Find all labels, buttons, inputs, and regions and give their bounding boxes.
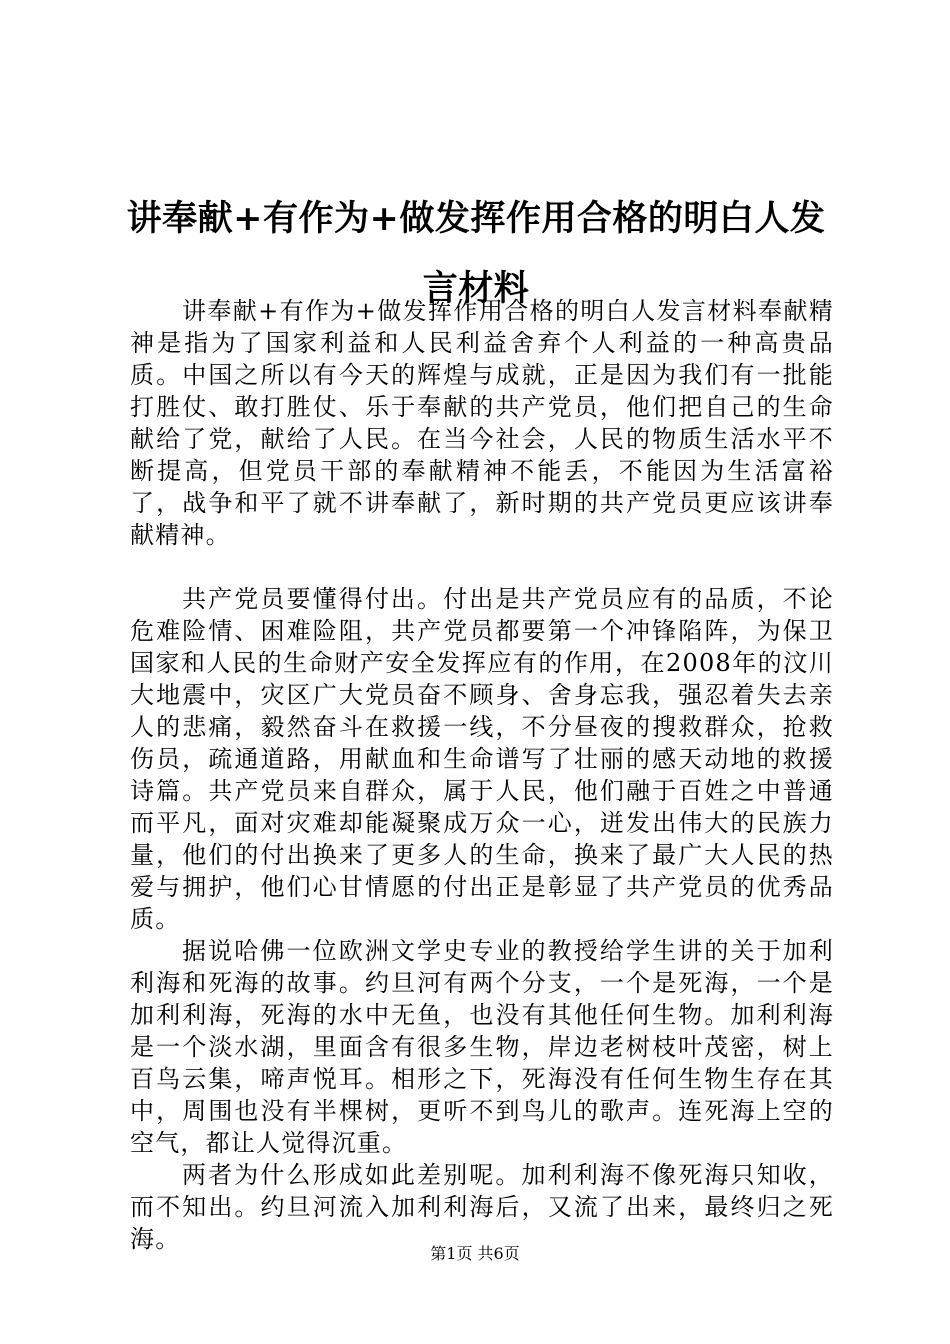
paragraph-conclusion: 两者为什么形成如此差别呢。加利利海不像死海只知收，而不知出。约旦河流入加利利海后，又流了出来，最终归之死海。 — [130, 1161, 834, 1253]
paragraph-spacer — [130, 551, 834, 583]
document-title: 讲奉献+有作为+做发挥作用合格的明白人发言材料 — [126, 198, 826, 309]
paragraph-sacrifice: 共产党员要懂得付出。付出是共产党员应有的品质，不论危难险情、困难险阻，共产党员都要第一个冲锋陷阵，为保卫国家和人民的生命财产安全发挥应有的作用，在2008年的汶川大地震中，灾区广大党员奋不顾身、舍身忘我，强忍着失去亲人的悲痛，毅然奋斗在救援一线，不分昼夜的搜救群众，抢救伤员，疏通道路，用献血和生命谱写了壮丽的感天动地的救援诗篇。共产党员来自群众，属于人民，他们融于百姓之中普通而平凡，面对灾难却能凝聚成万众一心，迸发出伟大的民族力量，他们的付出换来了更多人的生命，换来了最广大人民的热爱与拥护，他们心甘情愿的付出正是彰显了共产党员的优秀品质。 — [130, 585, 834, 933]
paragraph-story: 据说哈佛一位欧洲文学史专业的教授给学生讲的关于加利利海和死海的故事。约旦河有两个分支，一个是死海，一个是加利利海，死海的水中无鱼，也没有其他任何生物。加利利海是一个淡水湖，里面含有很多生物，岸边老树枝叶茂密，树上百鸟云集，啼声悦耳。相形之下，死海没有任何生物生存在其中，周围也没有半棵树，更听不到鸟儿的歌声。连死海上空的空气，都让人觉得沉重。 — [130, 937, 834, 1157]
page-number: 第1页 共6页 — [430, 1244, 520, 1263]
paragraph-intro: 讲奉献+有作为+做发挥作用合格的明白人发言材料奉献精神是指为了国家利益和人民利益舍弃个人利益的一种高贵品质。中国之所以有今天的辉煌与成就，正是因为我们有一批能打胜仗、敢打胜仗、乐于奉献的共产党员，他们把自己的生命献给了党，献给了人民。在当今社会，人民的物质生活水平不断提高，但党员干部的奉献精神不能丢，不能因为生活富裕了，战争和平了就不讲奉献了，新时期的共产党员更应该讲奉献精神。 — [130, 297, 834, 549]
document-body — [130, 295, 834, 1255]
